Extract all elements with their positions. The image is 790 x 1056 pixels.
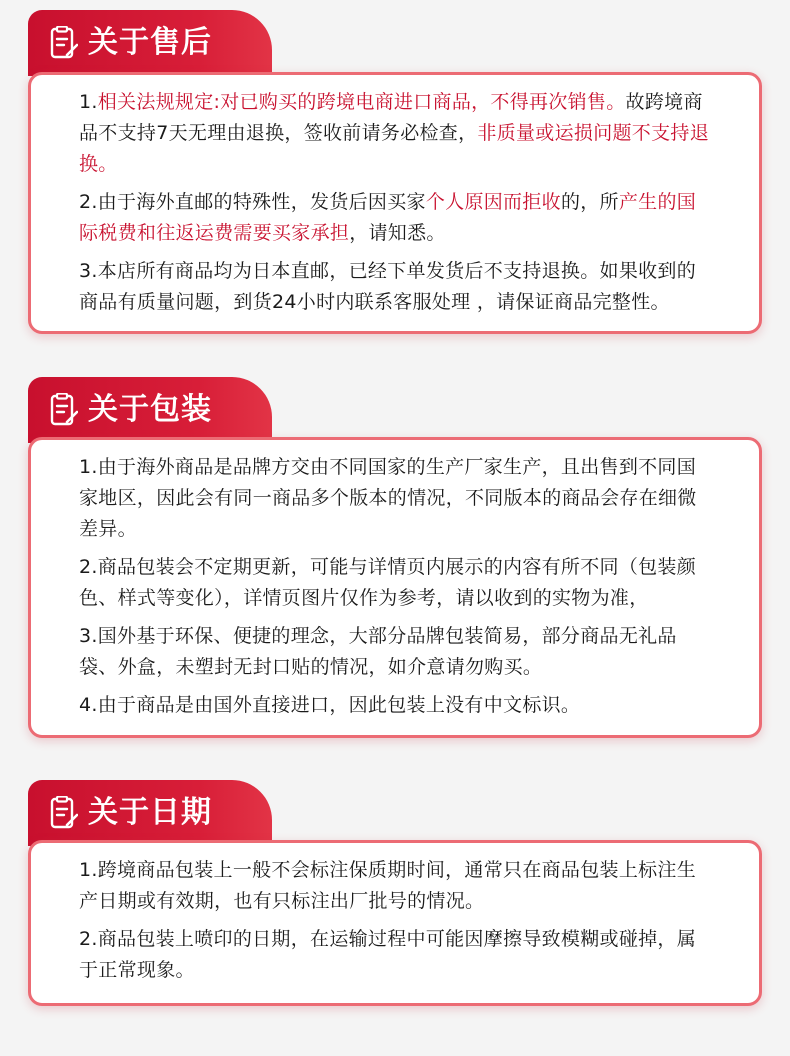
section-content [28,72,762,334]
clipboard-icon [50,26,78,60]
clipboard-icon [50,796,78,830]
section-content [28,840,762,1006]
paragraph: 4.由于商品是由国外直接进口，因此包装上没有中文标识。 [79,694,581,716]
section-tab [28,780,272,846]
paragraph: 2.商品包装会不定期更新，可能与详情页内展示的内容有所不同（包装颜色、样式等变化），详情页图片仅作为参考，请以收到的实物为准， [79,556,697,609]
paragraph: 2.由于海外直邮的特殊性，发货后因买家个人原因而拒收的，所产生的国际税费和往返运费需要买家承担，请知悉。 [79,191,697,244]
paragraph: 1.相关法规规定:对已购买的跨境电商进口商品，不得再次销售。故跨境商品不支持7天无理由退换，签收前请务必检查，非质量或运损问题不支持退换。 [79,91,709,175]
paragraph: 3.本店所有商品均为日本直邮，已经下单发货后不支持退换。如果收到的商品有质量问题，到货24小时内联系客服处理 ，请保证商品完整性。 [79,260,697,313]
section-tab [28,10,272,76]
section-tab [28,377,272,443]
clipboard-icon [50,393,78,427]
section-title: 关于日期 [88,795,212,830]
paragraph: 1.由于海外商品是品牌方交由不同国家的生产厂家生产，且出售到不同国家地区，因此会有同一商品多个版本的情况，不同版本的商品会存在细微差异。 [79,456,697,540]
paragraph: 3.国外基于环保、便捷的理念，大部分品牌包装简易，部分商品无礼品袋、外盒，未塑封无封口贴的情况，如介意请勿购买。 [79,625,677,678]
paragraph: 1.跨境商品包装上一般不会标注保质期时间，通常只在商品包装上标注生产日期或有效期，也有只标注出厂批号的情况。 [79,859,697,912]
section-content [28,437,762,738]
section-title: 关于售后 [88,25,212,60]
section-title: 关于包装 [88,392,212,427]
paragraph: 2.商品包装上喷印的日期，在运输过程中可能因摩擦导致模糊或碰掉，属于正常现象。 [79,928,697,981]
